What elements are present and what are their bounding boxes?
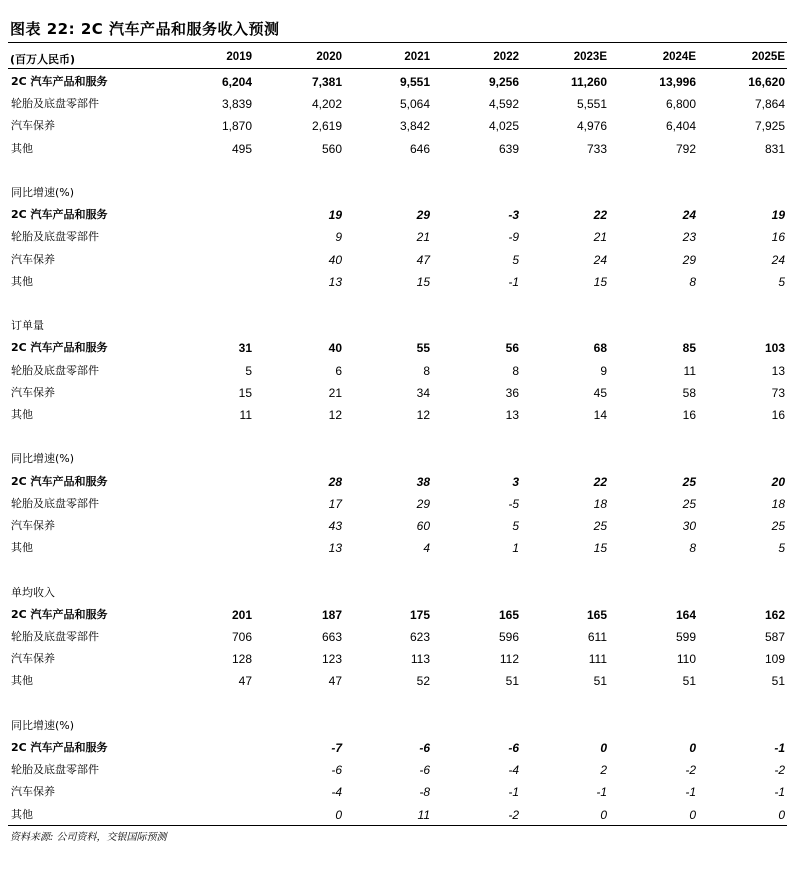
row-label: 2C 汽车产品和服务 [11, 341, 108, 355]
row-label: 2C 汽车产品和服务 [11, 607, 108, 621]
table-cell: 21 [593, 230, 607, 245]
table-cell: 58 [682, 385, 696, 400]
section-header-row [0, 715, 807, 737]
table-cell: 5,064 [399, 97, 430, 112]
table-row [0, 759, 807, 781]
table-cell: 16 [771, 408, 785, 422]
table-cell: 733 [586, 141, 607, 156]
table-cell: 38 [416, 474, 430, 489]
year-header: 2022 [493, 51, 519, 63]
table-cell: 8 [689, 274, 696, 289]
table-cell: 18 [593, 496, 607, 511]
table-cell: 47 [238, 674, 252, 689]
table-row [0, 471, 807, 493]
table-cell: 51 [593, 674, 607, 689]
table-cell: 21 [328, 385, 342, 400]
table-cell: 495 [231, 141, 252, 156]
year-header: 2024E [662, 51, 696, 63]
table-cell: 11 [417, 807, 430, 822]
table-cell: 40 [328, 252, 342, 267]
table-cell: 11 [683, 363, 696, 378]
row-label: 2C 汽车产品和服务 [11, 474, 108, 488]
table-cell: -4 [508, 763, 519, 778]
table-cell: 165 [498, 607, 519, 622]
table-cell: -4 [331, 785, 342, 800]
table-cell: 29 [682, 252, 696, 267]
table-cell: 663 [321, 630, 342, 644]
table-cell: 611 [587, 630, 607, 644]
table-row [0, 226, 807, 248]
table-cell: 3,842 [399, 119, 430, 134]
table-cell: -9 [508, 230, 519, 245]
table-cell: 40 [328, 341, 342, 356]
table-cell: 7,925 [754, 119, 785, 134]
table-cell: 587 [764, 630, 785, 644]
table-cell: 128 [231, 652, 252, 667]
row-label: 轮胎及底盘零部件 [11, 630, 99, 643]
table-cell: 5 [512, 252, 519, 267]
table-cell: 0 [778, 807, 785, 822]
table-cell: 596 [498, 630, 519, 644]
row-label: 其他 [11, 541, 33, 555]
table-cell: 55 [416, 341, 430, 356]
row-label: 其他 [11, 674, 33, 688]
row-label: 其他 [11, 408, 33, 421]
table-cell: 123 [321, 652, 342, 667]
year-header: 2023E [573, 51, 607, 63]
section-header-row [0, 448, 807, 470]
table-cell: 8 [512, 363, 519, 378]
row-label: 轮胎及底盘零部件 [11, 97, 99, 111]
table-row [0, 737, 807, 759]
spacer-row [0, 293, 807, 315]
table-cell: 21 [416, 230, 430, 245]
unit-label: (百万人民币) [10, 53, 76, 66]
table-cell: -2 [508, 807, 519, 822]
row-label: 同比增速(%) [11, 186, 75, 199]
table-cell: -5 [508, 496, 519, 511]
bottom-rule [8, 825, 787, 826]
table-cell: 0 [689, 741, 696, 755]
table-cell: 201 [231, 607, 252, 622]
spacer-row [0, 693, 807, 715]
table-cell: -6 [419, 741, 430, 755]
table-cell: 111 [588, 652, 607, 667]
table-cell: 5 [778, 274, 785, 289]
table-cell: 6,404 [665, 119, 696, 134]
top-rule [8, 42, 787, 43]
table-cell: -6 [419, 763, 430, 778]
table-row [0, 204, 807, 226]
table-cell: 60 [416, 519, 430, 533]
row-label: 其他 [11, 807, 33, 821]
table-cell: 0 [600, 807, 607, 822]
table-cell: 3,839 [221, 97, 252, 112]
table-cell: 103 [764, 341, 785, 356]
row-label: 其他 [11, 274, 33, 288]
section-header-row [0, 582, 807, 604]
table-cell: 23 [682, 230, 696, 245]
table-cell: 112 [499, 652, 519, 667]
table-cell: 0 [335, 807, 342, 822]
table-cell: 9,256 [488, 75, 519, 89]
table-cell: 22 [593, 474, 607, 489]
table-cell: 51 [771, 674, 785, 689]
year-header: 2019 [226, 51, 252, 63]
row-label: 订单量 [11, 319, 44, 333]
table-cell: 29 [416, 496, 430, 511]
table-cell: 165 [586, 607, 607, 622]
table-row [0, 670, 807, 692]
table-cell: 11 [239, 408, 252, 422]
row-label: 轮胎及底盘零部件 [11, 496, 99, 510]
table-cell: -2 [774, 763, 785, 778]
table-cell: 5 [512, 519, 519, 533]
table-cell: -1 [685, 785, 696, 800]
table-cell: -1 [508, 274, 519, 289]
table-cell: 15 [593, 541, 607, 556]
table-cell: 9 [600, 363, 607, 378]
table-cell: 9,551 [399, 75, 430, 89]
table-row [0, 604, 807, 626]
source-note: 资料来源: 公司资料，交银国际预测 [10, 832, 167, 843]
table-cell: 25 [771, 519, 785, 533]
table-cell: 7,864 [754, 97, 785, 112]
spacer-row [0, 426, 807, 448]
table-cell: 2 [600, 763, 607, 778]
row-label: 轮胎及底盘零部件 [11, 230, 99, 244]
table-cell: 30 [682, 519, 696, 533]
table-cell: 7,381 [311, 75, 342, 89]
table-cell: 13 [328, 274, 342, 289]
table-cell: 15 [593, 274, 607, 289]
row-label: 汽车保养 [11, 252, 55, 266]
table-cell: 623 [409, 630, 430, 644]
table-cell: 85 [682, 341, 696, 356]
table-cell: 646 [409, 141, 430, 156]
row-label: 汽车保养 [11, 519, 55, 532]
table-cell: 24 [771, 252, 785, 267]
table-cell: 187 [321, 607, 342, 622]
table-cell: 113 [410, 652, 430, 667]
table-row [0, 648, 807, 670]
table-cell: 1 [512, 541, 519, 556]
table-row [0, 71, 807, 93]
table-cell: 164 [675, 607, 696, 622]
section-header-row [0, 182, 807, 204]
table-row [0, 626, 807, 648]
table-cell: 17 [328, 496, 342, 511]
table-cell: -1 [596, 785, 607, 800]
table-row [0, 382, 807, 404]
table-cell: -1 [774, 741, 785, 755]
table-cell: 8 [689, 541, 696, 556]
table-cell: 16,620 [748, 75, 785, 89]
table-row [0, 493, 807, 515]
table-cell: 34 [416, 385, 430, 400]
row-label: 汽车保养 [11, 385, 55, 399]
row-label: 汽车保养 [11, 652, 55, 666]
table-cell: 13 [771, 363, 785, 378]
table-cell: 47 [416, 252, 430, 267]
table-cell: 4 [423, 541, 430, 556]
table-cell: 706 [231, 630, 252, 644]
table-cell: 18 [771, 496, 785, 511]
table-cell: 15 [238, 385, 252, 400]
table-cell: 51 [682, 674, 696, 689]
table-cell: 4,202 [311, 97, 342, 112]
row-label: 2C 汽车产品和服务 [11, 75, 108, 88]
table-cell: -1 [508, 785, 519, 800]
table-cell: 13 [505, 408, 519, 422]
table-cell: 45 [593, 385, 607, 400]
table-cell: 12 [328, 408, 342, 422]
table-cell: 36 [505, 385, 519, 400]
table-cell: 5 [778, 541, 785, 556]
table-row [0, 515, 807, 537]
table-cell: 13,996 [659, 75, 696, 89]
section-header-row [0, 315, 807, 337]
table-cell: -7 [331, 741, 342, 755]
table-cell: 6,204 [221, 75, 252, 89]
spacer-row [0, 160, 807, 182]
table-cell: 2,619 [311, 119, 342, 134]
table-cell: 25 [682, 496, 696, 511]
table-cell: 73 [771, 385, 785, 400]
row-label: 汽车保养 [11, 785, 55, 799]
table-row [0, 781, 807, 803]
table-cell: 175 [409, 607, 430, 622]
table-cell: 12 [416, 408, 430, 422]
table-cell: 16 [682, 408, 696, 422]
year-header: 2025E [751, 51, 785, 63]
table-cell: -6 [331, 763, 342, 778]
table-cell: 162 [764, 607, 785, 622]
table-cell: 51 [505, 674, 519, 689]
table-cell: 8 [423, 363, 430, 378]
table-cell: 3 [512, 474, 519, 489]
table-cell: 29 [416, 208, 430, 223]
spacer-row [0, 559, 807, 581]
table-cell: 5,551 [576, 97, 607, 112]
table-row [0, 115, 807, 137]
table-row [0, 93, 807, 115]
table-cell: 110 [676, 652, 696, 667]
row-label: 单均收入 [11, 585, 55, 599]
table-cell: 560 [321, 141, 342, 156]
table-cell: 0 [600, 741, 607, 755]
row-label: 同比增速(%) [11, 452, 75, 466]
table-cell: 16 [771, 230, 785, 245]
table-cell: 52 [416, 674, 430, 689]
table-cell: 15 [416, 274, 430, 289]
table-cell: 19 [328, 208, 342, 223]
table-cell: 25 [682, 474, 696, 489]
header-rule [8, 68, 787, 69]
table-row [0, 271, 807, 293]
table-cell: 4,025 [488, 119, 519, 134]
table-cell: 1,870 [221, 119, 252, 134]
table-cell: 22 [593, 208, 607, 223]
table-cell: 25 [593, 519, 607, 533]
row-label: 2C 汽车产品和服务 [11, 208, 108, 222]
table-cell: 4,592 [488, 97, 519, 112]
table-cell: -3 [508, 208, 519, 223]
table-cell: 47 [328, 674, 342, 689]
row-label: 同比增速(%) [11, 718, 75, 732]
table-cell: 792 [675, 141, 696, 156]
table-cell: 19 [771, 208, 785, 223]
table-cell: 20 [771, 474, 785, 489]
table-cell: -8 [419, 785, 430, 800]
table-row [0, 337, 807, 359]
table-cell: 5 [245, 363, 252, 378]
table-cell: 56 [505, 341, 519, 356]
table-cell: 31 [238, 341, 252, 356]
table-cell: 9 [335, 230, 342, 245]
table-row [0, 537, 807, 559]
table-row [0, 404, 807, 426]
row-label: 2C 汽车产品和服务 [11, 741, 108, 754]
table-cell: 4,976 [576, 119, 607, 134]
table-cell: -6 [508, 741, 519, 755]
table-cell: 28 [328, 474, 342, 489]
row-label: 汽车保养 [11, 119, 55, 133]
table-cell: 13 [328, 541, 342, 556]
row-label: 轮胎及底盘零部件 [11, 363, 99, 377]
table-cell: 831 [764, 141, 785, 156]
table-cell: 0 [689, 807, 696, 822]
table-row [0, 138, 807, 160]
table-cell: 639 [498, 141, 519, 156]
table-row [0, 804, 807, 826]
table-cell: 11,260 [570, 75, 607, 89]
table-cell: 14 [593, 408, 607, 422]
year-header: 2021 [404, 51, 430, 63]
table-row [0, 360, 807, 382]
figure-title: 图表 22: 2C 汽车产品和服务收入预测 [10, 20, 280, 38]
table-cell: 6,800 [665, 97, 696, 112]
year-header: 2020 [316, 51, 342, 63]
table-cell: 24 [593, 252, 607, 267]
row-label: 其他 [11, 141, 33, 155]
table-cell: 109 [764, 652, 785, 667]
table-cell: 24 [682, 208, 696, 223]
table-cell: -1 [774, 785, 785, 800]
table-cell: 6 [335, 363, 342, 378]
row-label: 轮胎及底盘零部件 [11, 763, 99, 777]
table-cell: 68 [593, 341, 607, 356]
table-cell: -2 [685, 763, 696, 778]
table-cell: 43 [328, 519, 342, 533]
table-row [0, 249, 807, 271]
table-cell: 599 [675, 630, 696, 644]
